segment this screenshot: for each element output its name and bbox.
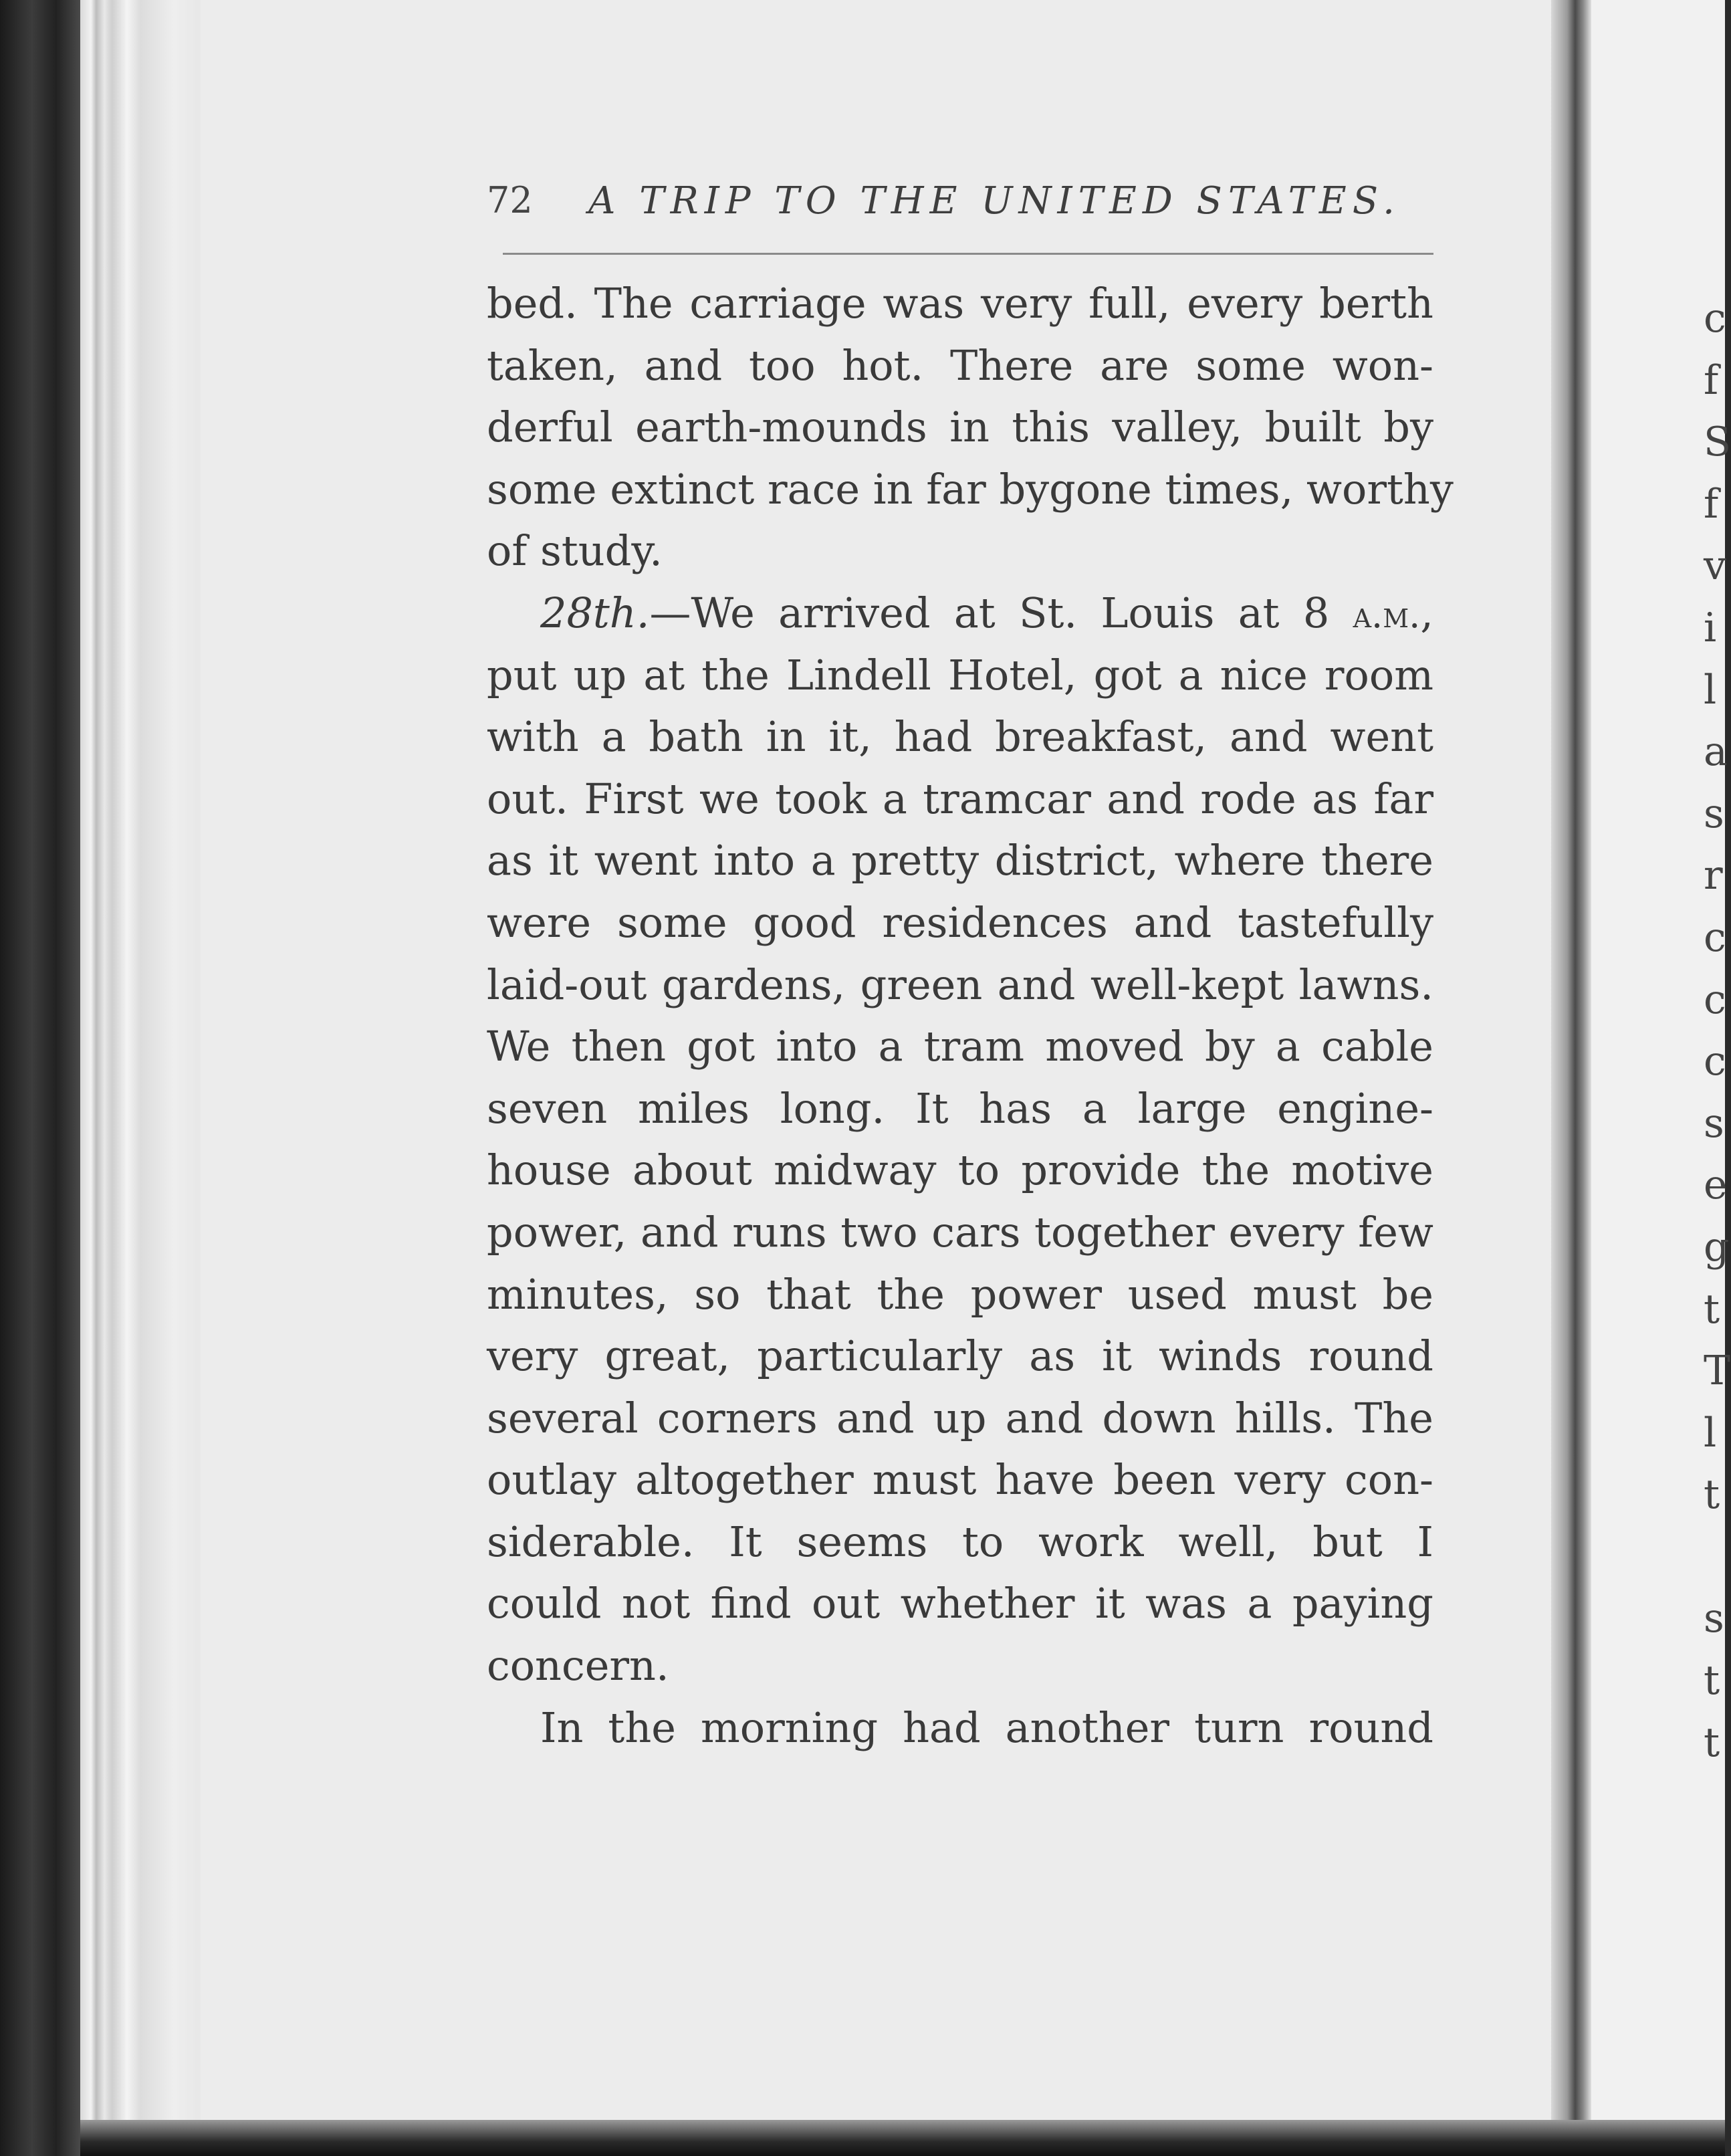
fragment-glyph: r bbox=[1704, 852, 1723, 899]
fragment-glyph: c bbox=[1704, 1038, 1726, 1085]
scanner-bottom-edge bbox=[80, 2120, 1725, 2156]
fragment-glyph: l bbox=[1704, 666, 1717, 714]
fragment-glyph: t bbox=[1704, 1657, 1720, 1705]
fragment-glyph: c bbox=[1704, 913, 1726, 961]
text-span: —We arrived at St. Louis at 8 bbox=[649, 588, 1353, 637]
fragment-glyph: s bbox=[1704, 790, 1724, 837]
text-line: put up at the Lindell Hotel, got a nice room bbox=[487, 650, 1433, 699]
text-line: very great, particularly as it winds round bbox=[487, 1331, 1433, 1381]
fragment-glyph: t bbox=[1704, 1471, 1720, 1519]
text-line: outlay altogether must have been very con- bbox=[487, 1455, 1433, 1505]
running-head bbox=[487, 179, 1433, 226]
text-span: , bbox=[1420, 588, 1433, 637]
text-line: laid-out gardens, green and well-kept lawns. bbox=[487, 960, 1433, 1009]
diary-date: 28th. bbox=[540, 588, 650, 637]
text-line: several corners and up and down hills. The bbox=[487, 1393, 1433, 1442]
fragment-glyph: g bbox=[1704, 1223, 1730, 1271]
fragment-glyph: f bbox=[1704, 480, 1719, 528]
text-line: siderable. It seems to work well, but I bbox=[487, 1517, 1433, 1566]
running-title: A TRIP TO THE UNITED STATES. bbox=[588, 179, 1401, 223]
fragment-glyph: v bbox=[1704, 542, 1726, 590]
fragment-glyph bbox=[1704, 1526, 1725, 1588]
fragment-glyph: s bbox=[1704, 1595, 1724, 1642]
page-number: 72 bbox=[487, 179, 533, 221]
header-rule bbox=[503, 253, 1433, 255]
text-line: of study. bbox=[487, 526, 663, 576]
text-line: out. First we took a tramcar and rode as far bbox=[487, 774, 1433, 823]
text-line: We then got into a tram moved by a cable bbox=[487, 1022, 1433, 1071]
fragment-glyph: c bbox=[1704, 295, 1726, 342]
text-line: with a bath in it, had breakfast, and went bbox=[487, 712, 1433, 762]
paragraph-start-line bbox=[487, 582, 1433, 645]
fragment-glyph: t bbox=[1704, 1719, 1720, 1766]
scanner-edge bbox=[0, 0, 80, 2156]
text-line: minutes, so that the power used must be bbox=[487, 1269, 1433, 1319]
fragment-glyph: S bbox=[1704, 419, 1731, 466]
fragment-glyph: i bbox=[1704, 604, 1717, 651]
fragment-glyph: e bbox=[1704, 1162, 1728, 1209]
fragment-glyph: l bbox=[1704, 1409, 1717, 1457]
text-line: were some good residences and tastefully bbox=[487, 897, 1433, 947]
text-line: some extinct race in far bygone times, worthy bbox=[487, 464, 1454, 514]
fragment-glyph: t bbox=[1704, 1285, 1720, 1333]
text-line: seven miles long. It has a large engine- bbox=[487, 1083, 1433, 1133]
fragment-glyph: c bbox=[1704, 976, 1726, 1023]
fragment-glyph: a bbox=[1704, 728, 1728, 776]
text-line: concern. bbox=[487, 1641, 669, 1691]
text-line: house about midway to provide the motive bbox=[487, 1146, 1433, 1195]
text-line: power, and runs two cars together every few bbox=[487, 1207, 1433, 1257]
fragment-glyph: f bbox=[1704, 356, 1719, 404]
text-line: as it went into a pretty district, where there bbox=[487, 836, 1433, 885]
facing-page-text-fragments bbox=[1704, 288, 1731, 1773]
fragment-glyph: T bbox=[1704, 1348, 1731, 1395]
body-text bbox=[487, 273, 1454, 1759]
time-abbrev: a.m. bbox=[1353, 593, 1421, 636]
text-line: taken, and too hot. There are some won- bbox=[487, 340, 1433, 390]
page-stack-edge bbox=[80, 0, 214, 2133]
paragraph-start-line: In the morning had another turn round bbox=[540, 1703, 1433, 1752]
text-line: could not find out whether it was a paying bbox=[487, 1579, 1433, 1628]
fragment-glyph: s bbox=[1704, 1099, 1724, 1147]
book-gutter bbox=[1551, 0, 1591, 2133]
text-line: bed. The carriage was very full, every berth bbox=[487, 279, 1433, 328]
text-line: derful earth-mounds in this valley, built by bbox=[487, 403, 1433, 452]
